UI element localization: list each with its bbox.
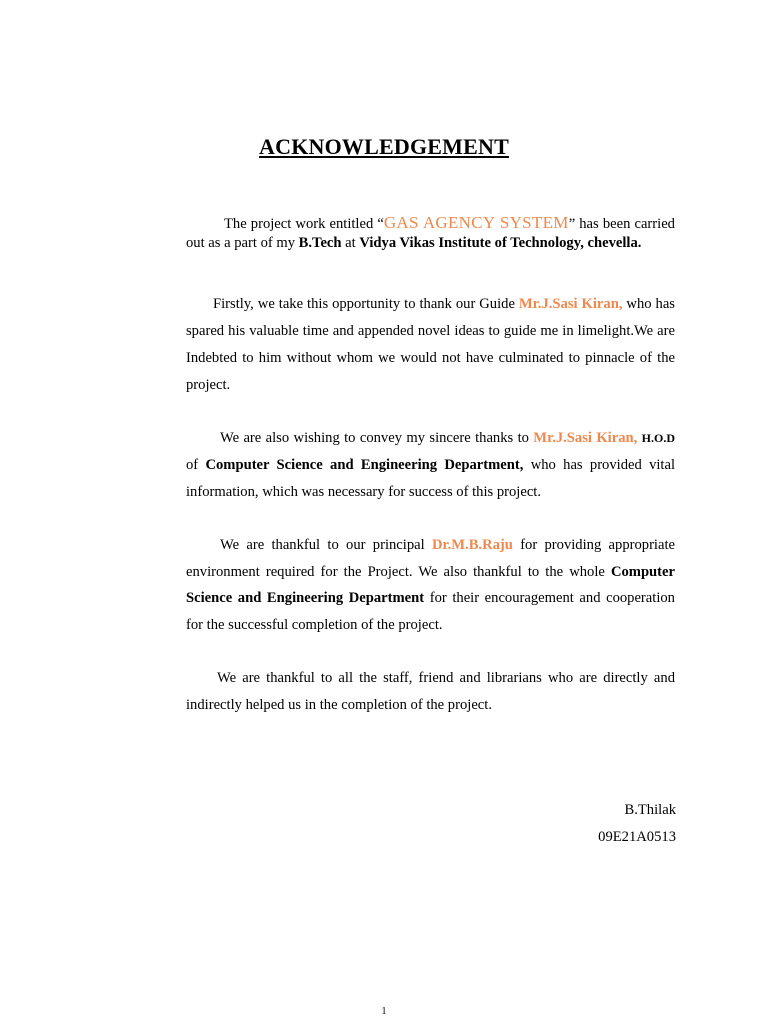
- text: The project work entitled “: [224, 216, 384, 232]
- paragraph-hod-thanks: [186, 425, 675, 506]
- page-title: ACKNOWLEDGEMENT: [259, 134, 509, 159]
- text: We are thankful to our principal: [220, 537, 432, 553]
- degree: B.Tech: [298, 235, 342, 251]
- hod-title: H.O.D: [641, 431, 675, 445]
- paragraph-guide-thanks: [186, 291, 675, 399]
- hod-name: Mr.J.Sasi Kiran,: [533, 430, 638, 446]
- text: for providing appropriate environment required for the Project. We also thankful to the whole: [186, 537, 675, 580]
- principal-name: Dr.M.B.Raju: [431, 537, 513, 553]
- project-name: GAS AGENCY SYSTEM: [383, 213, 569, 232]
- text: ” has been carried out as a part of my: [186, 216, 675, 251]
- guide-name: Mr.J.Sasi Kiran,: [518, 296, 623, 312]
- page-number: 1: [381, 1006, 387, 1017]
- text: We are thankful to all the staff, friend and librarians who are directly and indirectly helped us in the completion of the project.: [186, 670, 675, 713]
- text: for their encouragement and cooperation for the successful completion of the project.: [186, 590, 675, 633]
- institute-name: Vidya Vikas Institute of Technology, chevella.: [359, 235, 642, 251]
- department-name: Computer Science and Engineering Department: [186, 563, 675, 606]
- text: We are also wishing to convey my sincere thanks to: [220, 430, 534, 446]
- text: Firstly, we take this opportunity to thank our Guide: [213, 296, 519, 312]
- paragraph-project-intro: [186, 213, 675, 253]
- text: at: [341, 235, 360, 251]
- signature-name: B.Thilak: [624, 802, 676, 818]
- text: who has spared his valuable time and appended novel ideas to guide me in limelight.We are Indebted to him without whom we would not have culminated to pinnacle of the project.: [186, 296, 675, 393]
- paragraph-principal-thanks: [186, 532, 675, 638]
- text: of: [186, 457, 206, 473]
- text: who has provided vital information, which was necessary for success of this project.: [186, 457, 676, 500]
- paragraph-staff-thanks: [186, 665, 675, 719]
- department-name: Computer Science and Engineering Department,: [205, 457, 524, 473]
- signature-roll-number: 09E21A0513: [598, 829, 676, 845]
